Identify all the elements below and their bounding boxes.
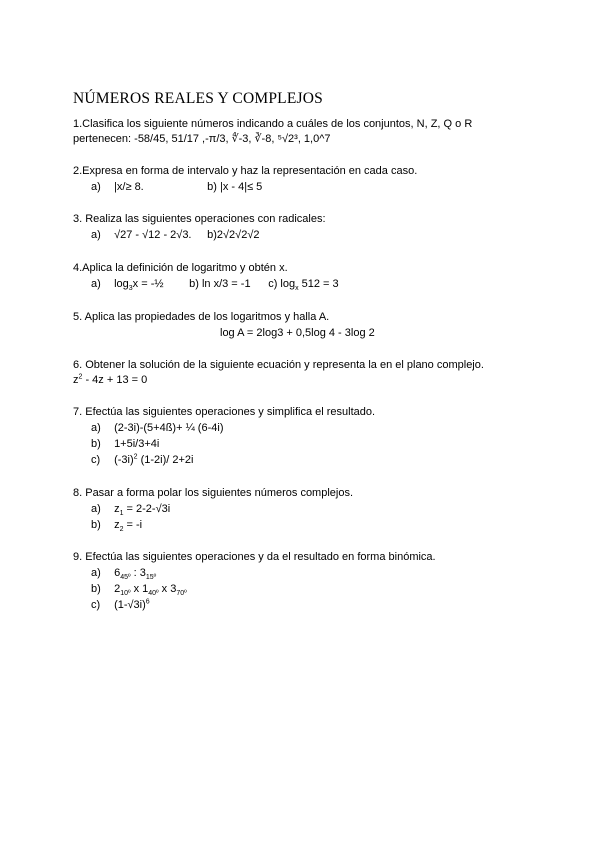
question-5-text: 5. Aplica las propiedades de los logaritmos y halla A.	[73, 311, 330, 323]
item-label-a: a)	[91, 229, 101, 241]
question-9-text: 9. Efectúa las siguientes operaciones y da el resultado en forma binómica.	[73, 551, 436, 563]
index: 2	[119, 526, 124, 534]
question-7-text: 7. Efectúa las siguientes operaciones y simplifica el resultado.	[73, 406, 376, 418]
argument: 70º	[176, 590, 187, 598]
question-3-text: 3. Realiza las siguientes operaciones con radicales:	[73, 213, 326, 225]
log-rest: x = -½	[132, 278, 164, 290]
item-label-a: a)	[91, 503, 101, 515]
question-3-item-a: √27 - √12 - 2√3.	[114, 229, 192, 241]
question-2-text: 2.Expresa en forma de intervalo y haz la representación en cada caso.	[73, 165, 418, 177]
item-label-a: a)	[91, 567, 101, 579]
item-label-b: b)	[91, 519, 101, 531]
question-1-line-1: 1.Clasifica los siguiente números indicando a cuáles de los conjuntos, N, Z, Q o R	[73, 118, 473, 130]
question-4	[73, 261, 339, 292]
item-text	[114, 503, 171, 518]
question-4-text: 4.Aplica la definición de logaritmo y obtén x.	[73, 262, 288, 274]
item-label-b: b)	[207, 181, 217, 193]
log-base: 3	[128, 285, 133, 293]
term: (1-√3i)	[114, 599, 146, 611]
question-8-item-a	[73, 501, 353, 517]
eq-var: z	[73, 374, 79, 386]
item-label-c: c)	[91, 454, 101, 466]
question-6-equation	[73, 373, 484, 388]
item-text: 1+5i/3+4i	[114, 438, 160, 450]
question-9-item-b	[73, 581, 436, 597]
eq-rest: - 4z + 13 = 0	[82, 374, 148, 386]
argument: 45º	[120, 574, 131, 582]
question-8-text: 8. Pasar a forma polar los siguientes números complejos.	[73, 487, 354, 499]
question-7-item-a	[73, 420, 375, 436]
question-2	[73, 164, 417, 195]
item-label-b: b)	[91, 583, 101, 595]
log-rest: 512 = 3	[298, 278, 339, 290]
question-3-item-b: 2√2√2√2	[216, 229, 260, 241]
question-1-line-2: pertenecen: -58/45, 51/17 ,-π/3, ∜-3, ∛-8, ⁵√2³, 1,0^7	[73, 133, 331, 145]
argument: 40º	[148, 590, 159, 598]
question-4-item-a	[114, 276, 186, 292]
item-text	[114, 583, 187, 598]
var: z	[114, 519, 120, 531]
question-1	[73, 117, 472, 147]
var: z	[114, 503, 120, 515]
question-9-item-a	[73, 565, 436, 581]
item-text	[114, 519, 143, 534]
term: (-3i)	[114, 454, 134, 466]
item-label-b: b)	[91, 438, 101, 450]
question-5-formula: log A = 2log3 + 0,5log 4 - 3log 2	[220, 327, 375, 339]
item-text	[114, 599, 150, 611]
expr: = -i	[123, 519, 143, 531]
item-label-a: a)	[91, 278, 101, 290]
exponent: 2	[133, 453, 138, 461]
question-9-item-c	[73, 597, 436, 613]
page-title: NÚMEROS REALES Y COMPLEJOS	[73, 90, 323, 107]
exponent: 6	[145, 598, 150, 606]
question-6-text: 6. Obtener la solución de la siguiente ecuación y representa la en el plano complejo.	[73, 359, 484, 371]
argument: 10º	[120, 590, 131, 598]
question-3-items	[73, 227, 326, 243]
item-text: (2-3i)-(5+4ß)+ ¼ (6-4i)	[114, 422, 224, 434]
question-3	[73, 212, 326, 243]
item-label-a: a)	[91, 181, 101, 193]
question-5	[73, 310, 375, 341]
log-base: x	[295, 285, 299, 293]
question-6	[73, 358, 484, 388]
log-text: log	[114, 278, 129, 290]
term-rest: (1-2i)/ 2+2i	[137, 454, 194, 466]
modulus: 2	[114, 583, 121, 595]
item-label-a: a)	[91, 422, 101, 434]
item-label-c: c)	[91, 599, 101, 611]
argument: 15º	[145, 574, 157, 582]
question-2-item-a: |x/≥ 8.	[114, 181, 144, 193]
expr: = 2-2-√3i	[123, 503, 171, 515]
eq-exp: 2	[78, 373, 83, 381]
item-text	[114, 567, 157, 582]
question-4-item-b: b) ln x/3 = -1	[189, 278, 251, 290]
question-8-item-b	[73, 517, 353, 533]
question-8	[73, 486, 353, 533]
question-7-item-b	[73, 436, 375, 452]
modulus: x 1	[130, 583, 149, 595]
index: 1	[119, 510, 124, 518]
modulus: x 3	[158, 583, 177, 595]
question-4-item-c	[268, 278, 339, 293]
modulus: 6	[114, 567, 121, 579]
question-7-item-c	[73, 452, 375, 468]
modulus: : 3	[130, 567, 146, 579]
item-label-b: b)	[207, 229, 217, 241]
question-7	[73, 405, 375, 468]
question-2-items	[73, 179, 417, 195]
log-text: c) log	[268, 278, 296, 290]
question-4-items	[73, 276, 339, 292]
item-text	[114, 454, 193, 466]
question-2-item-b: |x - 4|≤ 5	[219, 181, 263, 193]
question-9	[73, 550, 436, 613]
